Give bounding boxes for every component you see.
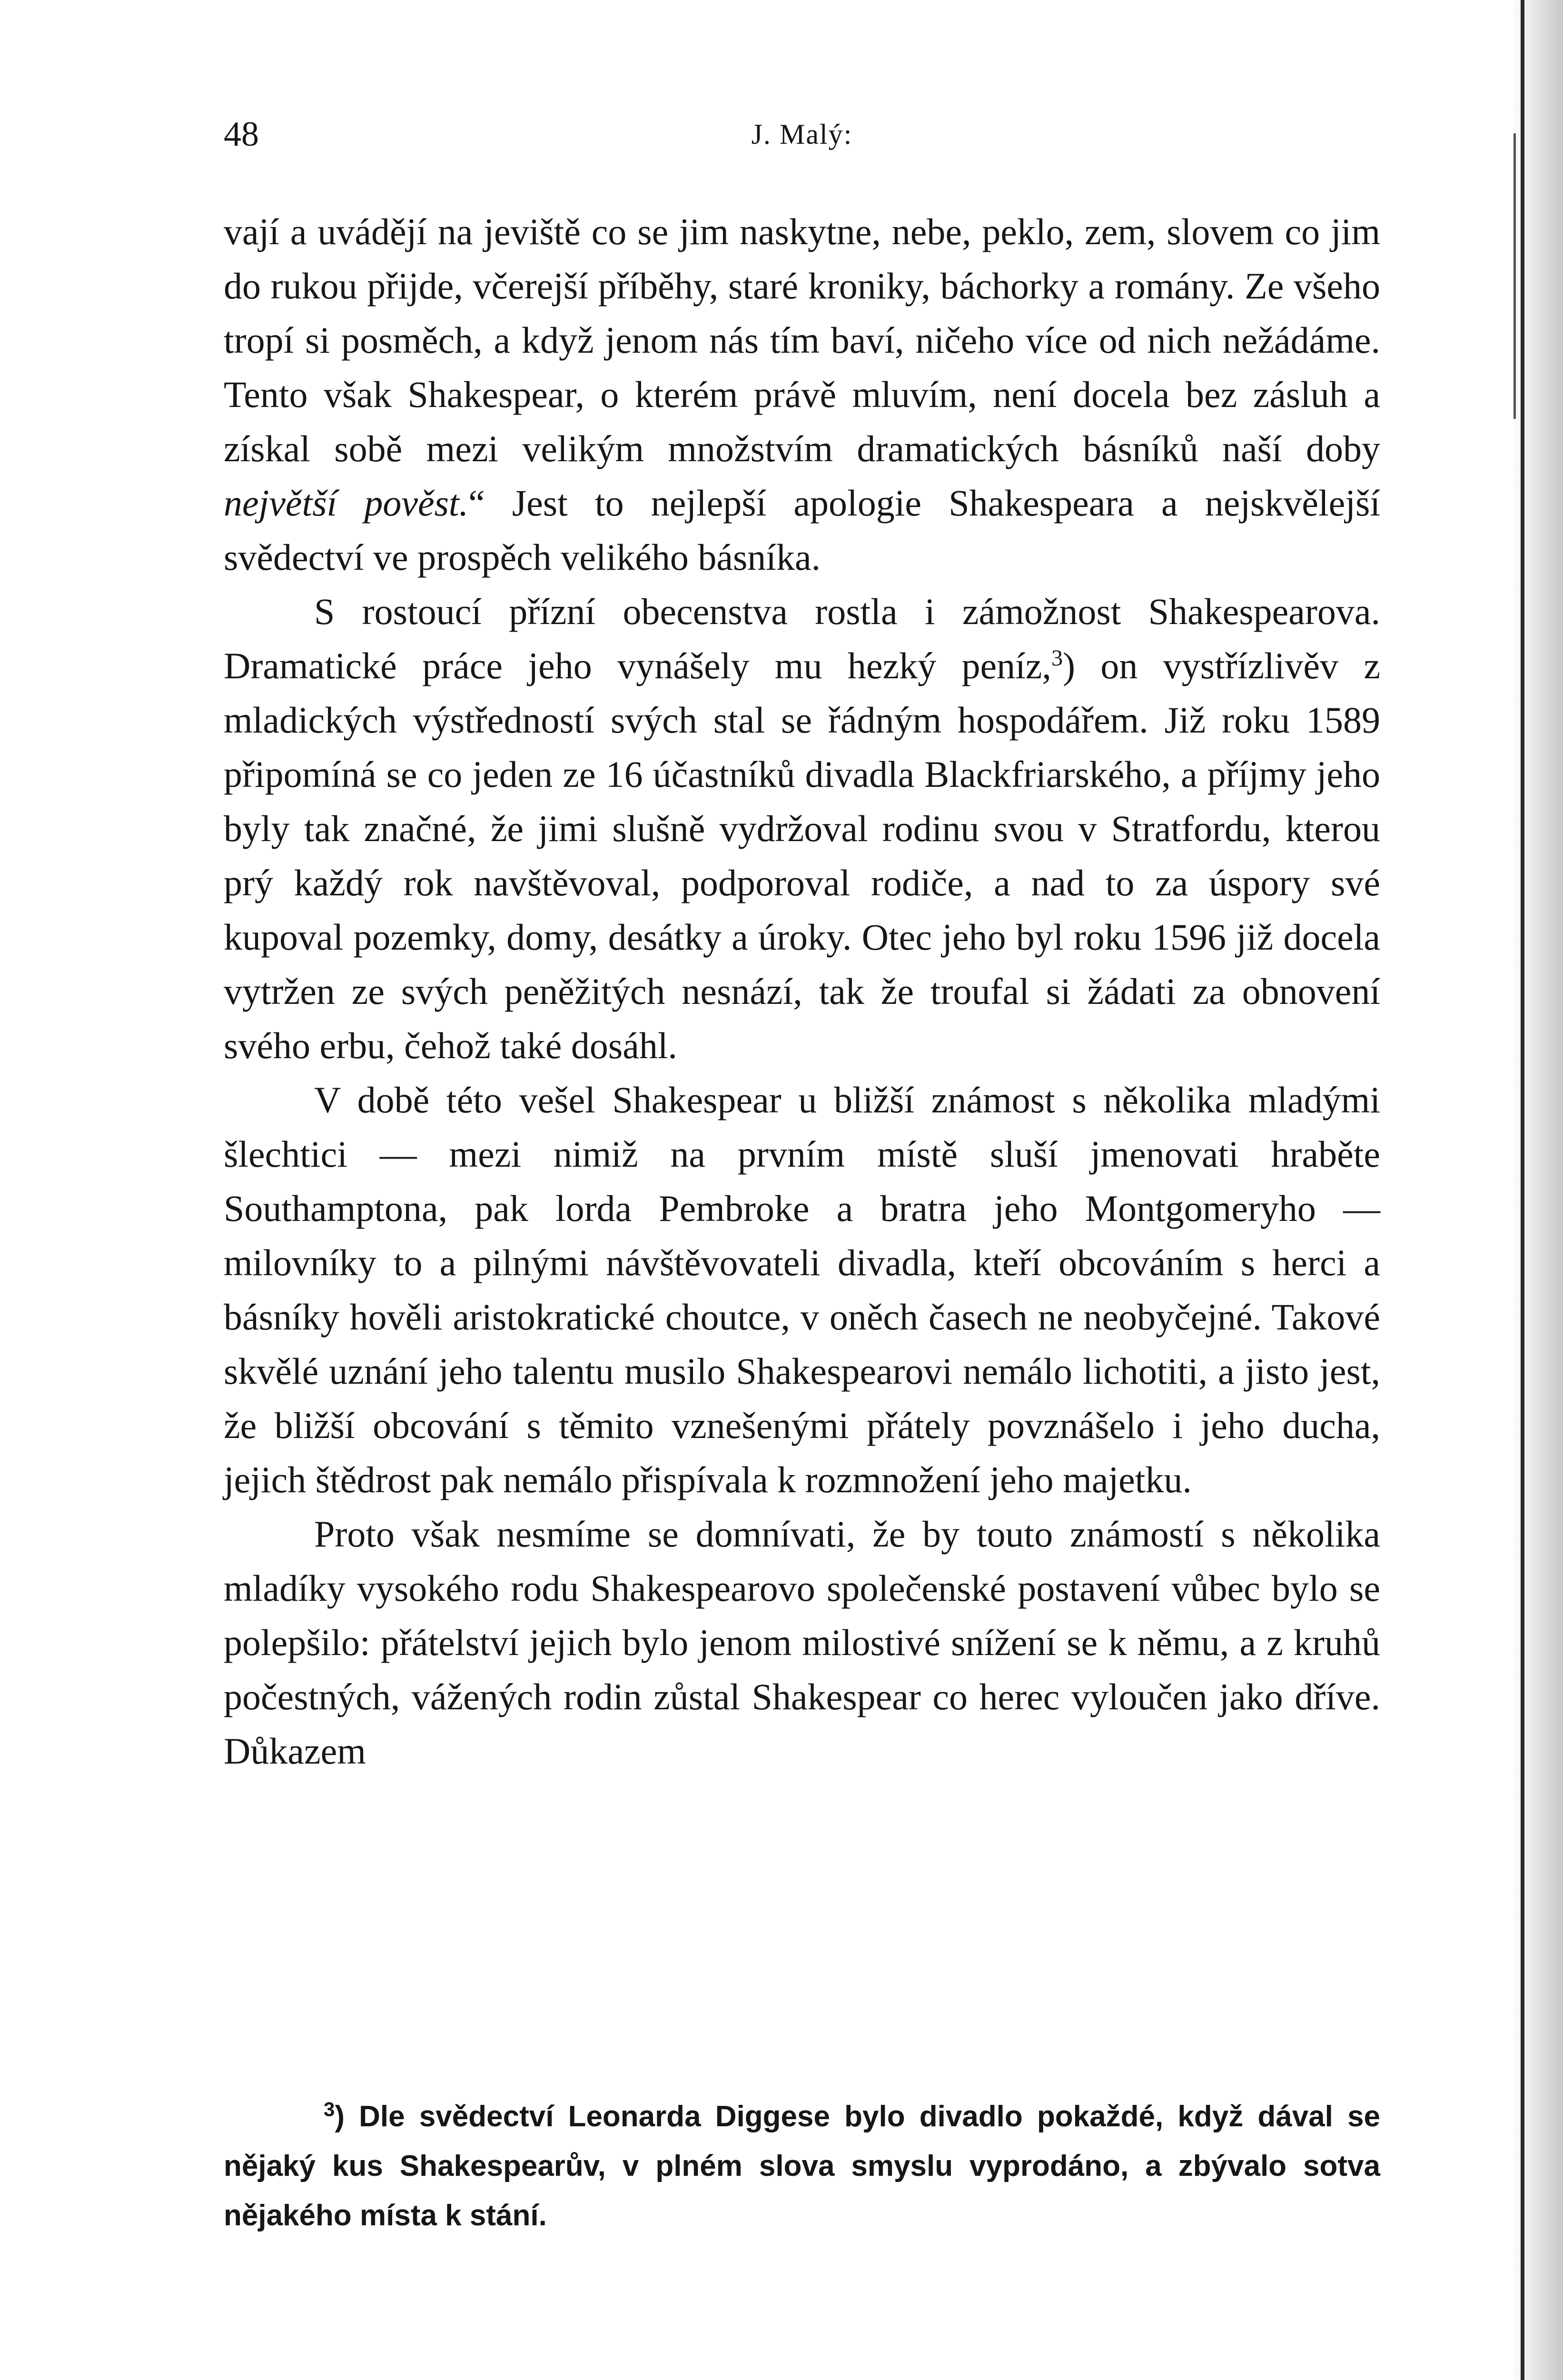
text-run: Proto však nesmíme se domnívati, že by touto známostí s několika mladíky vysokého rodu Shakespearovo společenské postavení vůbec bylo se polepšilo: přátelství jejich bylo jenom milostivé snížení se k němu, a z kruhů počestných, vážených rodin zůstal Shakespear co herec vyloučen jako dříve. Důkazem	[224, 1513, 1380, 1772]
page-edge-shadow	[1511, 0, 1563, 2380]
paragraph	[224, 585, 1380, 1073]
footnote-text: ) Dle svědectví Leonarda Diggese bylo divadlo pokaždé, když dával se nějaký kus Shakespearův, v plném slova smyslu vyprodáno, a zbývalo sotva nějakého místa k stání.	[224, 2100, 1380, 2232]
footnote-mark: 3	[324, 2098, 335, 2121]
body-text	[224, 205, 1380, 1778]
page-edge-line	[1521, 0, 1524, 2380]
paragraph	[224, 1073, 1380, 1507]
footnote-reference: 3	[1051, 645, 1063, 671]
text-run: S rostoucí přízní obecenstva rostla i zámožnost Shakespearova. Dramatické práce jeho vynášely mu hezký peníz,	[224, 591, 1380, 686]
text-run: “ Jest to nejlepší apologie Shakespeara a nejskvělejší svědectví ve prospěch velikého básníka.	[224, 482, 1380, 578]
paragraph	[224, 1507, 1380, 1778]
footnotes	[224, 2092, 1380, 2241]
text-run: vají a uvádějí na jeviště co se jim naskytne, nebe, peklo, zem, slovem co jim do rukou přijde, včerejší příběhy, staré kroniky, báchorky a romány. Ze všeho tropí si posměch, a když jenom nás tím baví, ničeho více od nich nežádáme. Tento však Shakespear, o kterém právě mluvím, není docela bez zásluh a získal sobě mezi velikým množstvím dramatických básníků naší doby	[224, 211, 1380, 469]
paragraph	[224, 205, 1380, 585]
text-run: V době této vešel Shakespear u bližší známost s několika mladými šlechtici — mezi nimiž na prvním místě sluší jmenovati hraběte Southamptona, pak lorda Pembroke a bratra jeho Montgomeryho — milovníky to a pilnými návštěvovateli divadla, kteří obcováním s herci a básníky hověli aristokratické choutce, v oněch časech ne neobyčejné. Takové skvělé uznání jeho talentu musilo Shakespearovi nemálo lichotiti, a jisto jest, že bližší obcování s těmito vznešenými přátely povznášelo i jeho ducha, jejich štědrost pak nemálo přispívala k rozmnožení jeho majetku.	[224, 1079, 1380, 1500]
running-head: J. Malý:	[751, 119, 853, 150]
page-header	[224, 114, 1380, 167]
footnote	[224, 2092, 1380, 2241]
italic-emphasis: největší pověst.	[224, 482, 469, 524]
page-number: 48	[224, 115, 259, 154]
text-run: ) on vystřízlivěv z mladických výstředností svých stal se řádným hospodářem. Již roku 1589 připomíná se co jeden ze 16 účastníků divadla Blackfriarského, a příjmy jeho byly tak značné, že jimi slušně vydržoval rodinu svou v Stratfordu, kterou prý každý rok navštěvoval, podporoval rodiče, a nad to za úspory své kupoval pozemky, domy, desátky a úroky. Otec jeho byl roku 1596 již docela vytržen ze svých peněžitých nesnází, tak že troufal si žádati za obnovení svého erbu, čehož také dosáhl.	[224, 645, 1380, 1066]
page-edge-line-secondary	[1514, 133, 1516, 419]
